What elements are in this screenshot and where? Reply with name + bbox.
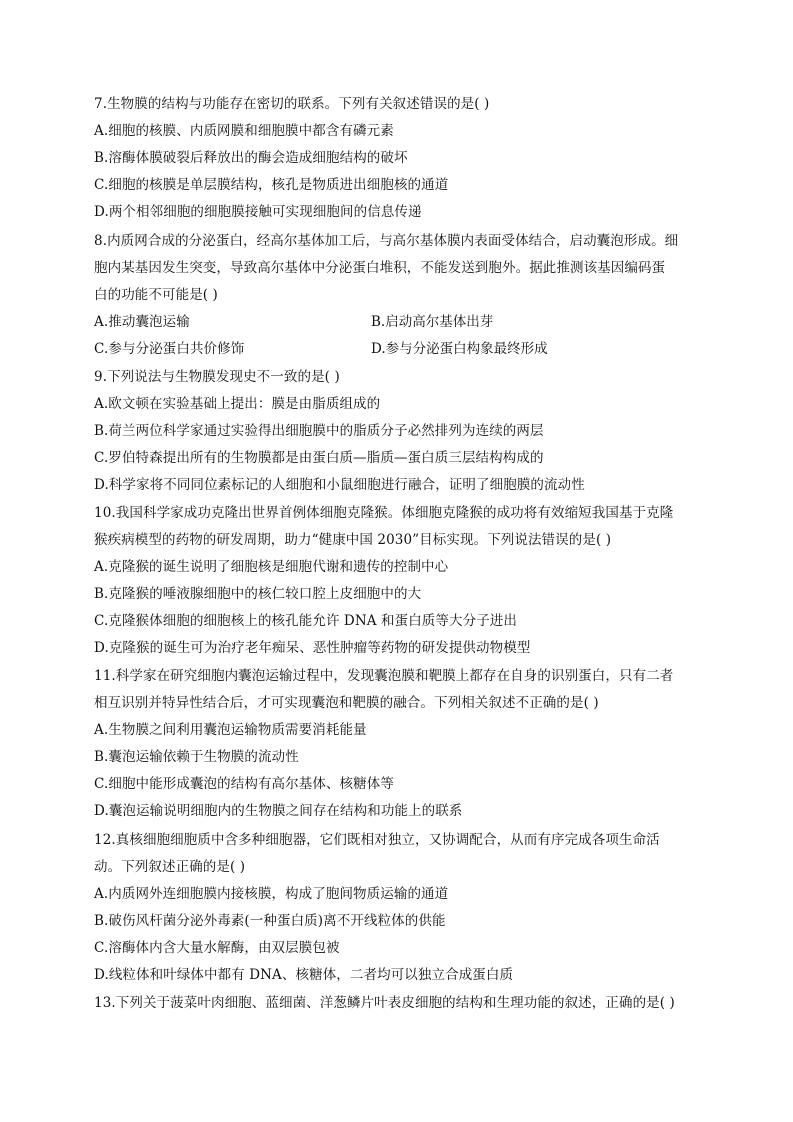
- q10-option-a: A.克隆猴的诞生说明了细胞核是细胞代谢和遗传的控制中心: [94, 559, 449, 575]
- q7-option-a: A.细胞的核膜、内质网膜和细胞膜中都含有磷元素: [94, 123, 394, 139]
- q12-option-c: C.溶酶体内含大量水解酶，由双层膜包被: [94, 940, 340, 956]
- q11-stem-line2: 相互识别并特异性结合后，才可实现囊泡和靶膜的融合。下列相关叙述不正确的是( ): [94, 695, 599, 711]
- q12-option-a: A.内质网外连细胞膜内接核膜，构成了胞间物质运输的通道: [94, 886, 449, 902]
- q11-option-d: D.囊泡运输说明细胞内的生物膜之间存在结构和功能上的联系: [94, 803, 463, 819]
- q10-option-d: D.克隆猴的诞生可为治疗老年痴呆、恶性肿瘤等药物的研发提供动物模型: [94, 640, 531, 656]
- q8-stem-line2: 胞内某基因发生突变，导致高尔基体中分泌蛋白堆积，不能发送到胞外。据此推测该基因编码蛋: [94, 260, 666, 276]
- q8-stem-line3: 白的功能不可能是( ): [94, 287, 218, 303]
- q7-option-d: D.两个相邻细胞的细胞膜接触可实现细胞间的信息传递: [94, 204, 422, 220]
- q8-option-a: A.推动囊泡运输: [94, 314, 190, 330]
- q11-stem-line1: 11.科学家在研究细胞内囊泡运输过程中，发现囊泡膜和靶膜上都存在自身的识别蛋白，只有二者: [94, 668, 674, 684]
- q10-stem-line2: 猴疾病模型的药物的研发周期，助力“健康中国 2030”目标实现。下列说法错误的是( ): [94, 532, 612, 548]
- q8-option-c: C.参与分泌蛋白共价修饰: [94, 341, 245, 357]
- q11-option-b: B.囊泡运输依赖于生物膜的流动性: [94, 749, 299, 765]
- q12-option-d: D.线粒体和叶绿体中都有 DNA、核糖体，二者均可以独立合成蛋白质: [94, 967, 514, 983]
- q10-option-b: B.克隆猴的唾液腺细胞中的核仁较口腔上皮细胞中的大: [94, 586, 422, 602]
- q8-option-b: B.启动高尔基体出芽: [371, 314, 494, 330]
- q12-option-b: B.破伤风杆菌分泌外毒素(一种蛋白质)离不开线粒体的供能: [94, 913, 446, 929]
- q9-option-a: A.欧文顿在实验基础上提出：膜是由脂质组成的: [94, 396, 381, 412]
- q9-option-b: B.荷兰两位科学家通过实验得出细胞膜中的脂质分子必然排列为连续的两层: [94, 423, 544, 439]
- q8-option-d: D.参与分泌蛋白构象最终形成: [371, 341, 548, 357]
- q11-option-c: C.细胞中能形成囊泡的结构有高尔基体、核糖体等: [94, 776, 394, 792]
- q13-stem: 13.下列关于菠菜叶肉细胞、蓝细菌、洋葱鳞片叶表皮细胞的结构和生理功能的叙述，正确的是( ): [94, 995, 675, 1011]
- q11-option-a: A.生物膜之间利用囊泡运输物质需要消耗能量: [94, 722, 367, 738]
- q8-stem-line1: 8.内质网合成的分泌蛋白，经高尔基体加工后，与高尔基体膜内表面受体结合，启动囊泡形成。细: [94, 233, 679, 249]
- q10-option-c: C.克隆猴体细胞的细胞核上的核孔能允许 DNA 和蛋白质等大分子进出: [94, 613, 518, 629]
- q9-option-d: D.科学家将不同同位素标记的人细胞和小鼠细胞进行融合，证明了细胞膜的流动性: [94, 477, 585, 493]
- q7-option-b: B.溶酶体膜破裂后释放出的酶会造成细胞结构的破坏: [94, 150, 408, 166]
- q7-stem: 7.生物膜的结构与功能存在密切的联系。下列有关叙述错误的是( ): [94, 96, 490, 112]
- q7-option-c: C.细胞的核膜是单层膜结构，核孔是物质进出细胞核的通道: [94, 177, 449, 193]
- q12-stem-line2: 动。下列叙述正确的是( ): [94, 859, 246, 875]
- q12-stem-line1: 12.真核细胞细胞质中含多种细胞器，它们既相对独立，又协调配合，从而有序完成各项生命活: [94, 832, 660, 848]
- q9-stem: 9.下列说法与生物膜发现史不一致的是( ): [94, 369, 340, 385]
- q10-stem-line1: 10.我国科学家成功克隆出世界首例体细胞克隆猴。体细胞克隆猴的成功将有效缩短我国基于克隆: [94, 505, 674, 521]
- q9-option-c: C.罗伯特森提出所有的生物膜都是由蛋白质—脂质—蛋白质三层结构构成的: [94, 450, 544, 466]
